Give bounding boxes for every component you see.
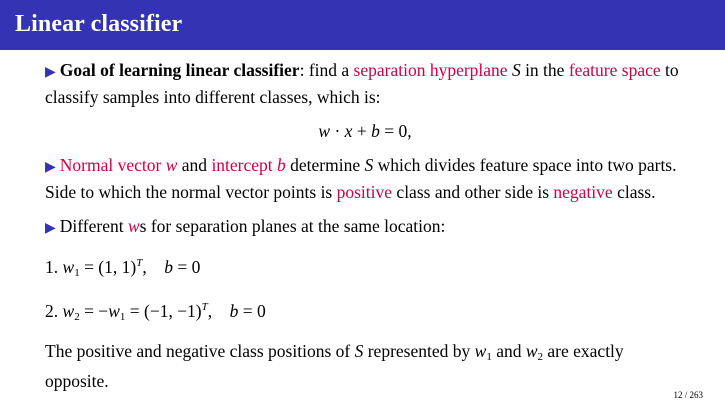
- highlight-feature-space: feature space: [568, 60, 661, 80]
- slide-title: Linear classifier: [15, 11, 183, 37]
- equation-hyperplane: w · x + b = 0,: [318, 121, 412, 141]
- title-bar: [0, 0, 725, 50]
- paragraph-goal: ▶ Goal of learning linear classifier: find a separation hyperplane S in the feature space to classify samples into different classes, which is:: [45, 60, 679, 107]
- bullet-triangle-icon: ▶: [45, 65, 56, 80]
- list-item-2: 2. $w_2 = -w_1 = (-1$, −1)$^T$, b = 0: [45, 301, 266, 323]
- bullet-triangle-icon: ▶: [45, 221, 56, 236]
- highlight-separation-hyperplane: separation hyperplane: [353, 60, 508, 80]
- bullet-triangle-icon: ▶: [45, 160, 56, 175]
- paragraph-normal-vector: ▶ Normal vector w and intercept b determine S which divides feature space into two parts. Side to which the normal vector points is positive class and other side is negative class.: [45, 155, 677, 202]
- slide-content: [45, 58, 685, 393]
- page-number: 12 / 263: [673, 390, 703, 400]
- paragraph-different-ws: ▶ Different ws for separation planes at the same location:: [45, 216, 446, 236]
- list-item-1: 1. $w_1 = (1$, 1)$^T$, b = 0: [45, 257, 201, 279]
- paragraph-conclusion: The positive and negative class positions of S represented by $w_1$ and $w_2$ are exactly opposite.: [45, 341, 624, 391]
- goal-heading: Goal of learning linear classifier: [59, 60, 300, 80]
